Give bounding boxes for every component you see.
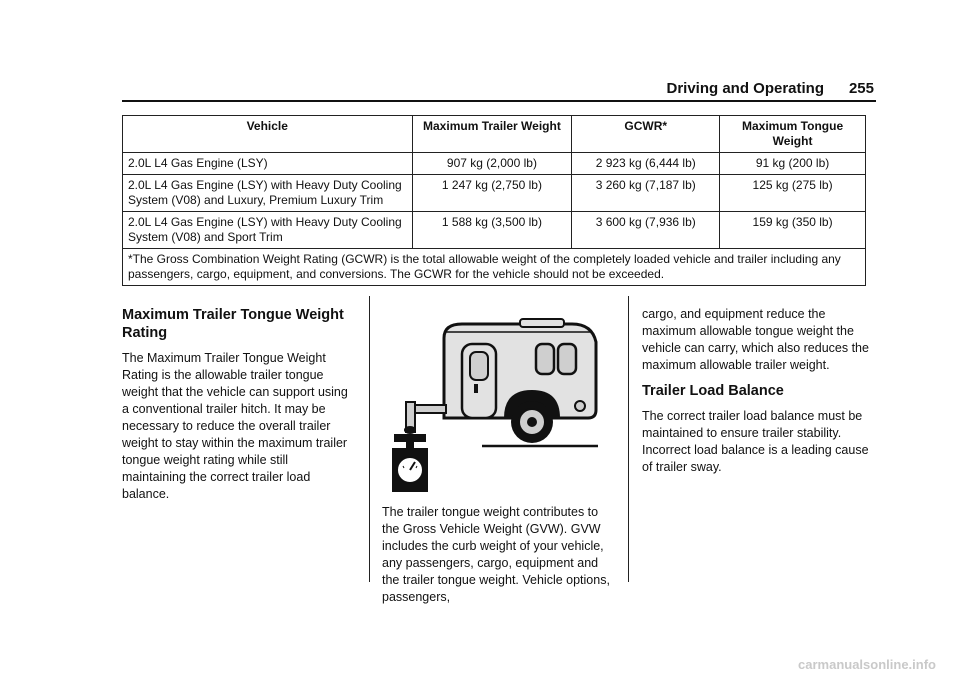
table-cell: 907 kg (2,000 lb) [412, 153, 572, 175]
page-header [122, 78, 876, 102]
trailer-illustration [384, 306, 614, 502]
table-cell: 91 kg (200 lb) [720, 153, 866, 175]
table-cell: 159 kg (350 lb) [720, 212, 866, 249]
table-header-row [123, 116, 866, 153]
section-title: Driving and Operating [666, 80, 824, 97]
column-divider [369, 296, 370, 582]
paragraph: The correct trailer load balance must be maintained to ensure trailer stability. Incorrect load balance is a leading cause of trailer sway. [642, 409, 869, 474]
table-row [123, 153, 866, 175]
table-cell: 1 247 kg (2,750 lb) [412, 175, 572, 212]
column-3 [642, 306, 876, 484]
col-header-vehicle: Vehicle [123, 116, 413, 153]
table-cell: 3 600 kg (7,936 lb) [572, 212, 720, 249]
table-cell: 3 260 kg (7,187 lb) [572, 175, 720, 212]
table-cell: 2 923 kg (6,444 lb) [572, 153, 720, 175]
page-number: 255 [848, 80, 874, 97]
col-header-max-tongue-weight: Maximum Tongue Weight [720, 116, 866, 153]
trailer-on-scale-icon [384, 306, 614, 502]
paragraph: The Maximum Trailer Tongue Weight Rating is the allowable trailer tongue weight that the vehicle can support using a conventional trailer hitch. It may be necessary to reduce the overall trailer weight to stay within the maximum trailer tongue weight rating while still maintaining the correct trailer load balance. [122, 351, 348, 501]
table-cell: 125 kg (275 lb) [720, 175, 866, 212]
table-cell: 2.0L L4 Gas Engine (LSY) with Heavy Duty Cooling System (V08) and Sport Trim [123, 212, 413, 249]
section-heading-tongue-weight: Maximum Trailer Tongue Weight Rating [122, 307, 344, 341]
column-2 [382, 504, 616, 614]
table-row [123, 175, 866, 212]
table-cell: 1 588 kg (3,500 lb) [412, 212, 572, 249]
header-rule [122, 100, 876, 102]
col-header-max-trailer-weight: Maximum Trailer Weight [412, 116, 572, 153]
column-1 [122, 306, 354, 511]
watermark-text: carmanualsonline.info [798, 657, 936, 672]
trailer-weight-table [122, 115, 866, 286]
section-heading-load-balance: Trailer Load Balance [642, 383, 784, 399]
table-footnote: *The Gross Combination Weight Rating (GCWR) is the total allowable weight of the completely loaded vehicle and trailer including any passengers, cargo, equipment, and conversions. The GCWR for the vehicle should not be exceeded. [123, 249, 866, 286]
column-divider [628, 296, 629, 582]
col-header-gcwr: GCWR* [572, 116, 720, 153]
table-cell: 2.0L L4 Gas Engine (LSY) with Heavy Duty Cooling System (V08) and Luxury, Premium Luxury Trim [123, 175, 413, 212]
table-footnote-row [123, 249, 866, 286]
paragraph: cargo, and equipment reduce the maximum allowable tongue weight the vehicle can carry, which also reduces the maximum allowable trailer weight. [642, 307, 869, 372]
table-cell: 2.0L L4 Gas Engine (LSY) [123, 153, 413, 175]
figure-caption: The trailer tongue weight contributes to the Gross Vehicle Weight (GVW). GVW includes the curb weight of your vehicle, any passengers, cargo, equipment and the trailer tongue weight. Vehicle options, passengers, [382, 505, 610, 604]
table-row [123, 212, 866, 249]
